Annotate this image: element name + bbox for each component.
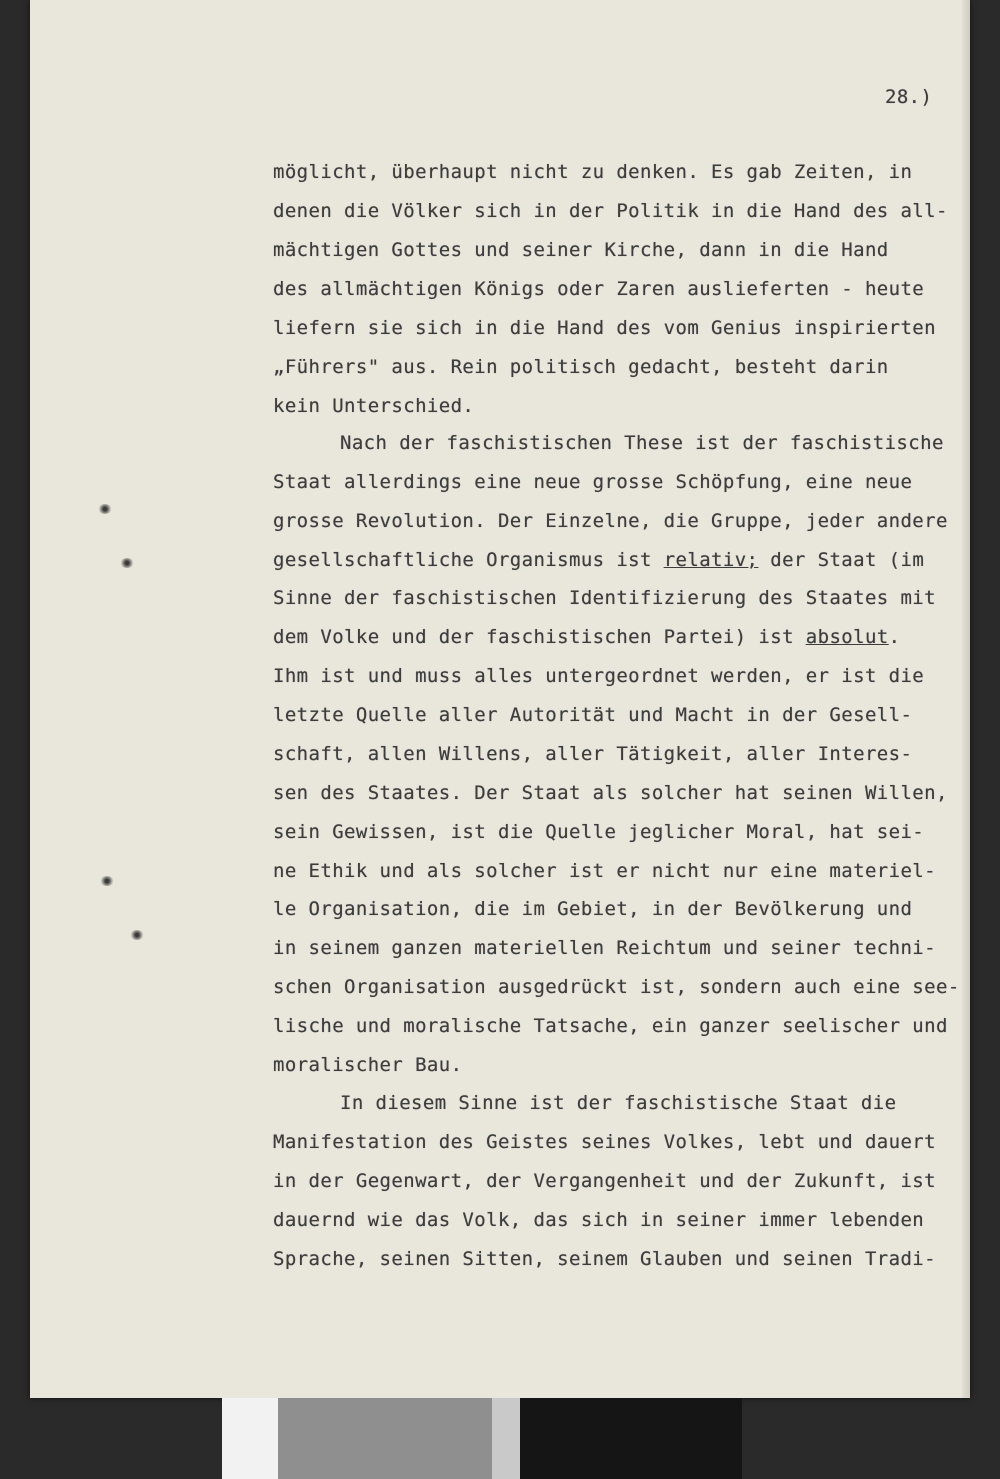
text-line: in der Gegenwart, der Vergangenheit und der Zukunft, ist — [273, 1170, 936, 1192]
punch-hole-mark — [100, 876, 114, 886]
text-line-with-emphasis — [273, 626, 900, 648]
text-line: sen des Staates. Der Staat als solcher hat seinen Willen, — [273, 782, 948, 804]
text-line: Staat allerdings eine neue grosse Schöpfung, eine neue — [273, 471, 913, 493]
text-line-with-emphasis — [273, 549, 924, 571]
punch-hole-mark — [120, 558, 134, 568]
text-line: in seinem ganzen materiellen Reichtum und seiner techni- — [273, 937, 936, 959]
typewritten-page — [30, 0, 970, 1398]
punch-hole-mark — [98, 504, 112, 514]
text-line: Sprache, seinen Sitten, seinem Glauben und seinen Tradi- — [273, 1248, 936, 1270]
text-line: kein Unterschied. — [273, 395, 475, 417]
text-line: liefern sie sich in die Hand des vom Genius inspirierten — [273, 317, 936, 339]
text-segment: der Staat (im — [758, 549, 925, 571]
emphasized-word-absolut: absolut — [805, 626, 889, 648]
text-line: schaft, allen Willens, aller Tätigkeit, aller Interes- — [273, 743, 913, 765]
text-line-paragraph-start: In diesem Sinne ist der faschistische Staat die — [340, 1092, 897, 1114]
text-line: letzte Quelle aller Autorität und Macht in der Gesell- — [273, 704, 913, 726]
text-segment: . — [888, 626, 901, 648]
text-line: Manifestation des Geistes seines Volkes, lebt und dauert — [273, 1131, 936, 1153]
text-line: Ihm ist und muss alles untergeordnet werden, er ist die — [273, 665, 925, 687]
text-line: lische und moralische Tatsache, ein ganzer seelischer und — [273, 1015, 948, 1037]
text-line: moralischer Bau. — [273, 1054, 463, 1076]
text-line: grosse Revolution. Der Einzelne, die Gruppe, jeder andere — [273, 510, 948, 532]
color-scale-grey-patch — [278, 1398, 492, 1479]
text-line: ne Ethik und als solcher ist er nicht nur eine materiel- — [273, 860, 936, 882]
emphasized-word-relativ: relativ; — [663, 549, 759, 571]
page-number: 28.) — [885, 86, 933, 108]
text-line: schen Organisation ausgedrückt ist, sondern auch eine see- — [273, 976, 960, 998]
text-line: „Führers" aus. Rein politisch gedacht, besteht darin — [273, 356, 889, 378]
color-scale-lightgrey-patch — [492, 1398, 520, 1479]
paper-edge — [962, 0, 970, 1398]
text-line: möglicht, überhaupt nicht zu denken. Es gab Zeiten, in — [273, 161, 913, 183]
text-line: Sinne der faschistischen Identifizierung des Staates mit — [273, 587, 936, 609]
text-line: le Organisation, die im Gebiet, in der Bevölkerung und — [273, 898, 913, 920]
color-scale-black-patch — [520, 1398, 742, 1479]
text-line: sein Gewissen, ist die Quelle jeglicher Moral, hat sei- — [273, 821, 925, 843]
text-line: des allmächtigen Königs oder Zaren auslieferten - heute — [273, 278, 925, 300]
color-scale-white-patch — [222, 1398, 278, 1479]
text-line: mächtigen Gottes und seiner Kirche, dann in die Hand — [273, 239, 889, 261]
punch-hole-mark — [130, 930, 144, 940]
text-line: dauernd wie das Volk, das sich in seiner immer lebenden — [273, 1209, 925, 1231]
text-line-paragraph-start: Nach der faschistischen These ist der faschistische — [340, 432, 944, 454]
text-line: denen die Völker sich in der Politik in die Hand des all- — [273, 200, 948, 222]
text-segment: dem Volke und der faschistischen Partei) ist — [273, 626, 806, 648]
text-segment: gesellschaftliche Organismus ist — [273, 549, 664, 571]
